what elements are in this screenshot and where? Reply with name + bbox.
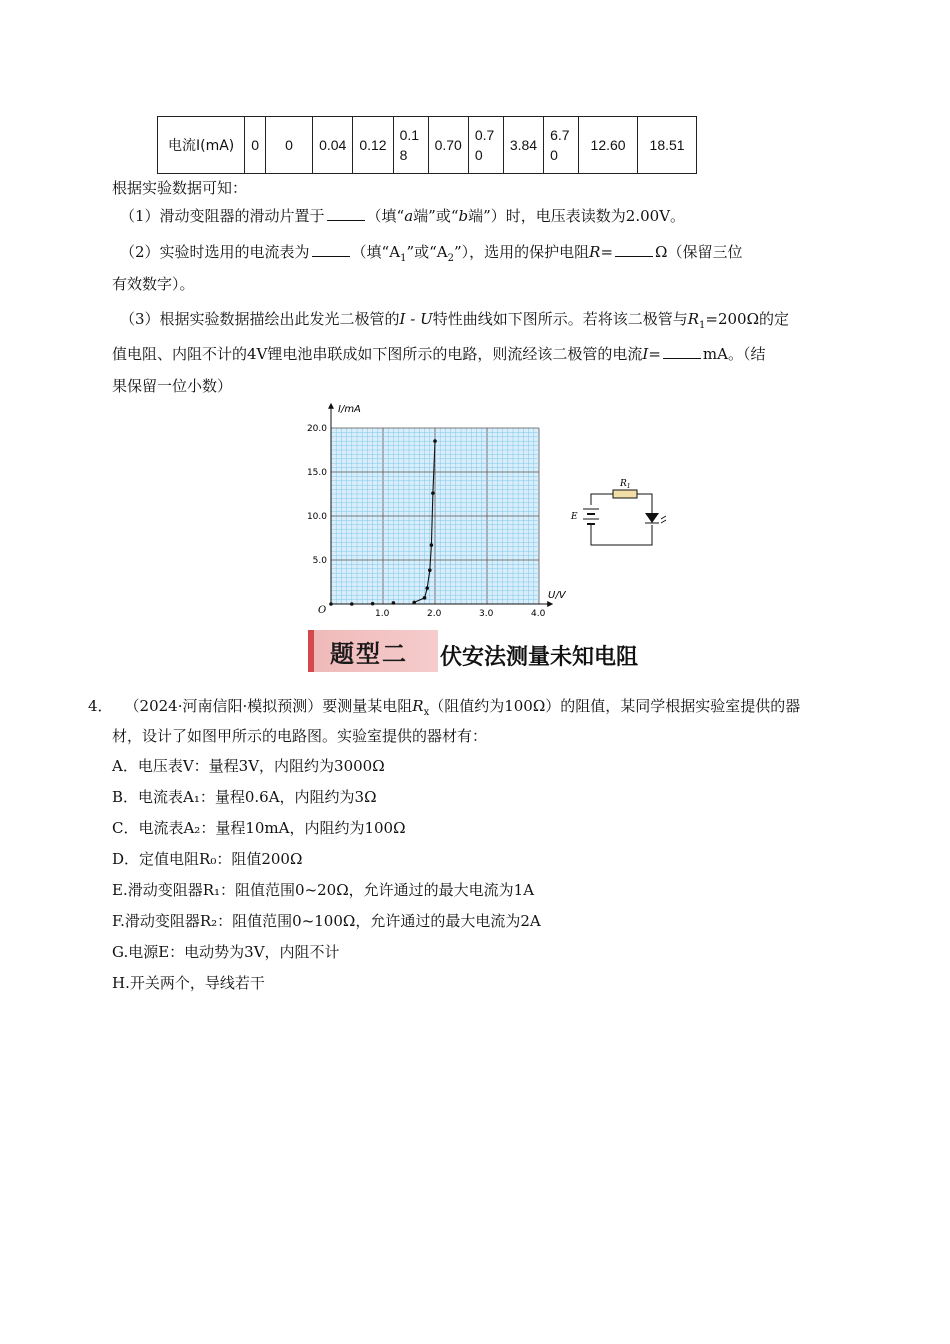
option-a: A．电压表V：量程3V，内阻约为3000Ω xyxy=(112,757,385,775)
option-h: H.开关两个，导线若干 xyxy=(112,974,265,992)
question-3-cont: 值电阻、内阻不计的4V锂电池串联成如下图所示的电路，则流经该二极管的电流I= mA。（结 xyxy=(112,345,766,363)
circuit-diagram xyxy=(565,475,675,550)
x-tick-label: 3.0 xyxy=(479,609,494,619)
diode-icon xyxy=(645,513,659,523)
light-arrow xyxy=(661,516,666,519)
table-cell: 3.84 xyxy=(503,117,543,174)
answer-blank[interactable] xyxy=(327,206,365,221)
section-banner-label: 题型二 xyxy=(330,640,408,668)
question-3: （3）根据实验数据描绘出此发光二极管的I - U特性曲线如下图所示。若将该二极管与$R_1=200\Omega$的定 xyxy=(120,310,790,331)
wire xyxy=(591,525,652,545)
table-header-cell: 电流I(mA) xyxy=(158,117,245,174)
resistor-r1 xyxy=(613,490,637,498)
x-axis-label: U/V xyxy=(548,590,566,601)
section-banner-title: 伏安法测量未知电阻 xyxy=(440,645,639,670)
table-row xyxy=(158,117,697,174)
question-3-cont2: 果保留一位小数） xyxy=(112,377,233,395)
data-point xyxy=(428,568,432,572)
data-point xyxy=(392,601,396,605)
option-g: G.电源E：电动势为3V，内阻不计 xyxy=(112,943,340,961)
answer-blank[interactable] xyxy=(615,242,653,257)
e-label: E xyxy=(571,512,578,522)
y-axis-label: I/mA xyxy=(338,404,361,415)
table-cell: 6.70 xyxy=(544,117,579,174)
option-e: E.滑动变阻器R₁：阻值范围0~20Ω，允许通过的最大电流为1A xyxy=(112,881,535,899)
data-point xyxy=(371,602,375,606)
option-b: B．电流表A₁：量程0.6A，内阻约为3Ω xyxy=(112,788,377,806)
table-cell: 18.51 xyxy=(638,117,697,174)
question-2-cont: 有效数字）。 xyxy=(112,275,195,293)
table-cell: 12.60 xyxy=(579,117,638,174)
iu-chart xyxy=(300,400,566,620)
answer-blank[interactable] xyxy=(312,242,350,257)
table-cell: 0 xyxy=(266,117,313,174)
data-point xyxy=(425,586,429,590)
y-tick-label: 10.0 xyxy=(306,512,327,522)
y-tick-label: 5.0 xyxy=(312,556,327,566)
x-tick-label: 4.0 xyxy=(531,609,546,619)
r1-label: $R_1$ xyxy=(620,479,631,490)
table-cell: 0.04 xyxy=(313,117,353,174)
answer-blank[interactable] xyxy=(663,344,701,359)
data-point xyxy=(412,601,416,605)
question-1: （1）滑动变阻器的滑动片置于 （填“a端”或“b端”）时，电压表读数为2.00V。 xyxy=(120,207,686,225)
data-point xyxy=(431,491,435,495)
current-data-table xyxy=(157,116,697,174)
table-cell: 0.70 xyxy=(428,117,468,174)
intro-text: 根据实验数据可知： xyxy=(112,179,248,197)
data-point xyxy=(433,439,437,443)
option-f: F.滑动变阻器R₂：阻值范围0~100Ω，允许通过的最大电流为2A xyxy=(112,912,541,930)
data-point xyxy=(430,543,434,547)
wire xyxy=(591,494,613,505)
x-tick-label: 1.0 xyxy=(375,609,390,619)
option-c: C．电流表A₂：量程10mA，内阻约为100Ω xyxy=(112,819,406,837)
x-tick-label: 2.0 xyxy=(427,609,442,619)
question-2: （2）实验时选用的电流表为 （填“$A_1$”或“$A_2$”），选用的保护电阻R= Ω（保留三位 xyxy=(120,243,743,264)
data-point xyxy=(329,602,333,606)
question-4: 4． （2024·河南信阳·模拟预测）要测量某电阻$R_x$（阻值约为100Ω）的阻值，某同学根据实验室提供的器 xyxy=(88,697,801,718)
light-arrow xyxy=(661,520,666,523)
table-cell: 0 xyxy=(245,117,266,174)
option-d: D．定值电阻R₀：阻值200Ω xyxy=(112,850,303,868)
y-tick-label: 15.0 xyxy=(306,468,327,478)
data-point xyxy=(350,602,354,606)
wire xyxy=(637,494,652,513)
table-cell: 0.18 xyxy=(393,117,428,174)
table-cell: 0.12 xyxy=(353,117,393,174)
question-4-cont: 材，设计了如图甲所示的电路图。实验室提供的器材有： xyxy=(112,727,488,745)
y-tick-label: 20.0 xyxy=(306,424,327,434)
origin-label: O xyxy=(318,605,327,616)
table-cell: 0.70 xyxy=(468,117,503,174)
data-point xyxy=(423,596,427,600)
